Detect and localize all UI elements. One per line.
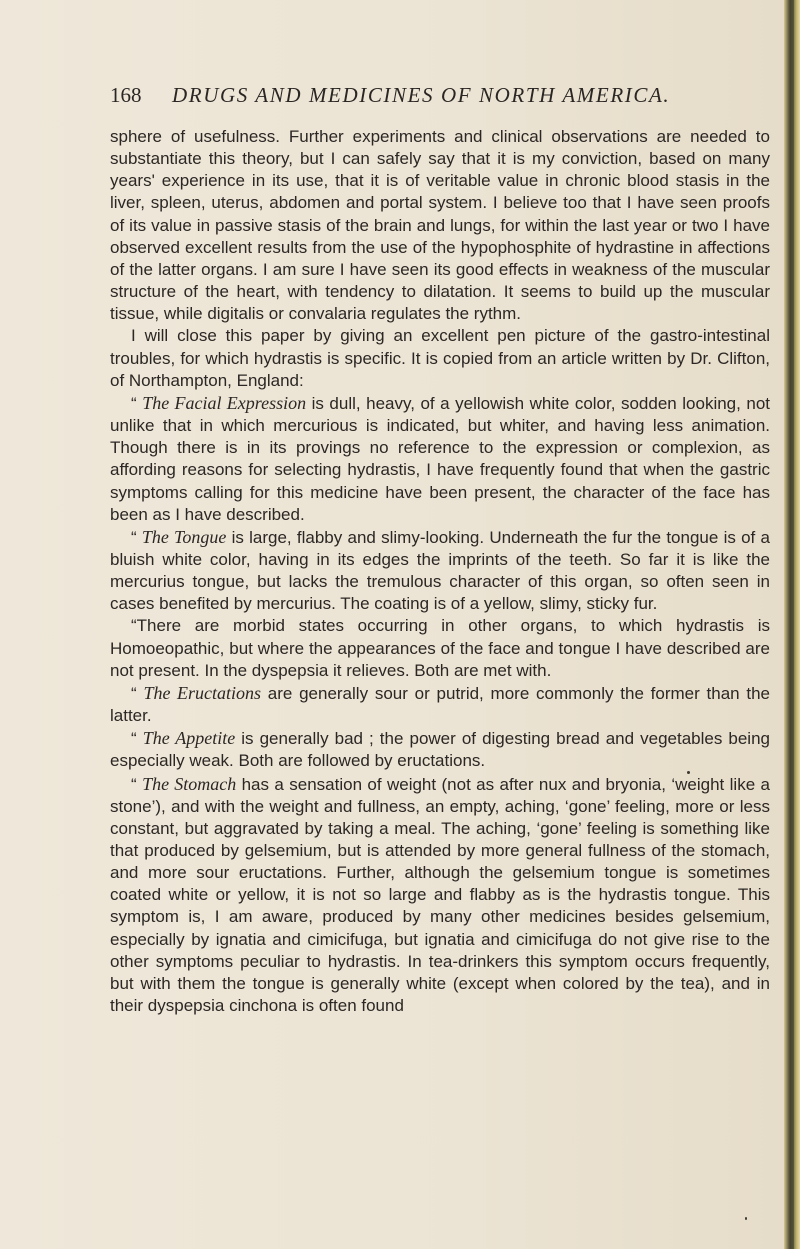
open-quote: “ <box>131 683 144 703</box>
paragraph-appetite <box>110 727 770 772</box>
open-quote: “ <box>131 729 143 749</box>
paragraph-facial-expression <box>110 392 770 526</box>
page-edge-shadow <box>790 0 794 1249</box>
paragraph-text: is dull, heavy, of a yellowish white color, sodden looking, not unlike that in which mercurious is indicated, but whiter, and having less animation. Though there is in its provings no reference to the expression or complexion, as affording reasons for selecting hydrastis, I have frequently found that when the gastric symptoms calling for this medicine have been present, the character of the face has been as I have described. <box>110 393 770 524</box>
paragraph-text: is large, flabby and slimy-looking. Underneath the fur the tongue is of a bluish white color, having in its edges the imprints of the teeth. So far it is like the mercurius tongue, but lacks the tremulous character of this organ, so often seen in cases benefited by mercurius. The coating is of a yellow, slimy, sticky fur. <box>110 527 770 614</box>
section-title: The Appetite <box>142 728 236 749</box>
paragraph-text: has a sensation of weight (not as after nux and bryonia, ‘weight like a stone’), and with the weight and fullness, an empty, aching, ‘gone’ feeling, more or less constant, but aggravated by taking a meal. The aching, ‘gone’ feeling is something like that produced by gelsemium, but is attended by more general fullness of the stomach, and more sour eructations. Further, although the gelsemium tongue is sometimes coated white or yellow, it is not so large and flabby as is the hydrastis tongue. This symptom is, I am aware, produced by many other medicines besides gelsemium, especially by ignatia and cimicifuga, but ignatia and cimicifuga do not give rise to the other symptoms peculiar to hydrastis. In tea-drinkers this symptom occurs frequently, but with them the tongue is generally white (except when colored by the tea), and in their dyspepsia cinchona is often found <box>110 774 770 1016</box>
body-text <box>110 126 770 1017</box>
open-quote: “ <box>131 527 142 547</box>
paragraph-stomach <box>110 773 770 1018</box>
paragraph-2: I will close this paper by giving an excellent pen picture of the gastro-intestinal troubles, for which hydrastis is specific. It is copied from an article written by Dr. Clifton, of Northampton, England: <box>110 326 770 390</box>
open-quote: “ <box>131 393 143 413</box>
paragraph-text: is generally bad ; the power of digesting bread and vegetables being especially weak. Both are followed by eructations. <box>110 729 770 771</box>
section-title: The Facial Expression <box>142 392 307 413</box>
paragraph-1: sphere of usefulness. Further experiments and clinical observations are needed to substantiate this theory, but I can safely say that it is my conviction, based on many years' experience in its use, that it is of veritable value in chronic blood stasis in the liver, spleen, uterus, abdomen and portal system. I believe too that I have seen proofs of its value in passive stasis of the brain and lungs, for within the last year or two I have observed excellent results from the use of the hypophosphite of hydrastine in affections of the latter organs. I am sure I have seen its good effects in weakness of the muscular structure of the heart, with tendency to dilatation. It seems to build up the muscular tissue, while digitalis or convalaria regulates the rythm. <box>110 127 770 324</box>
paragraph-tongue <box>110 526 770 616</box>
running-head: DRUGS AND MEDICINES OF NORTH AMERICA. <box>172 83 671 107</box>
ink-speck <box>745 1217 747 1220</box>
section-title: The Eructations <box>143 682 261 703</box>
section-title: The Tongue <box>141 526 227 547</box>
page-number: 168 <box>110 83 142 107</box>
page-header <box>110 83 770 113</box>
ink-speck <box>687 771 690 774</box>
section-title: The Stomach <box>142 773 237 794</box>
open-quote: “ <box>131 774 143 794</box>
paragraph-text: are generally sour or putrid, more commonly the former than the latter. <box>110 683 771 726</box>
paragraph-eructations <box>110 682 770 727</box>
paragraph-morbid-states: “There are morbid states occurring in other organs, to which hydrastis is Homoeopathic, but where the appearances of the face and tongue I have described are not present. In the dyspepsia it relieves. Both are met with. <box>110 616 770 680</box>
